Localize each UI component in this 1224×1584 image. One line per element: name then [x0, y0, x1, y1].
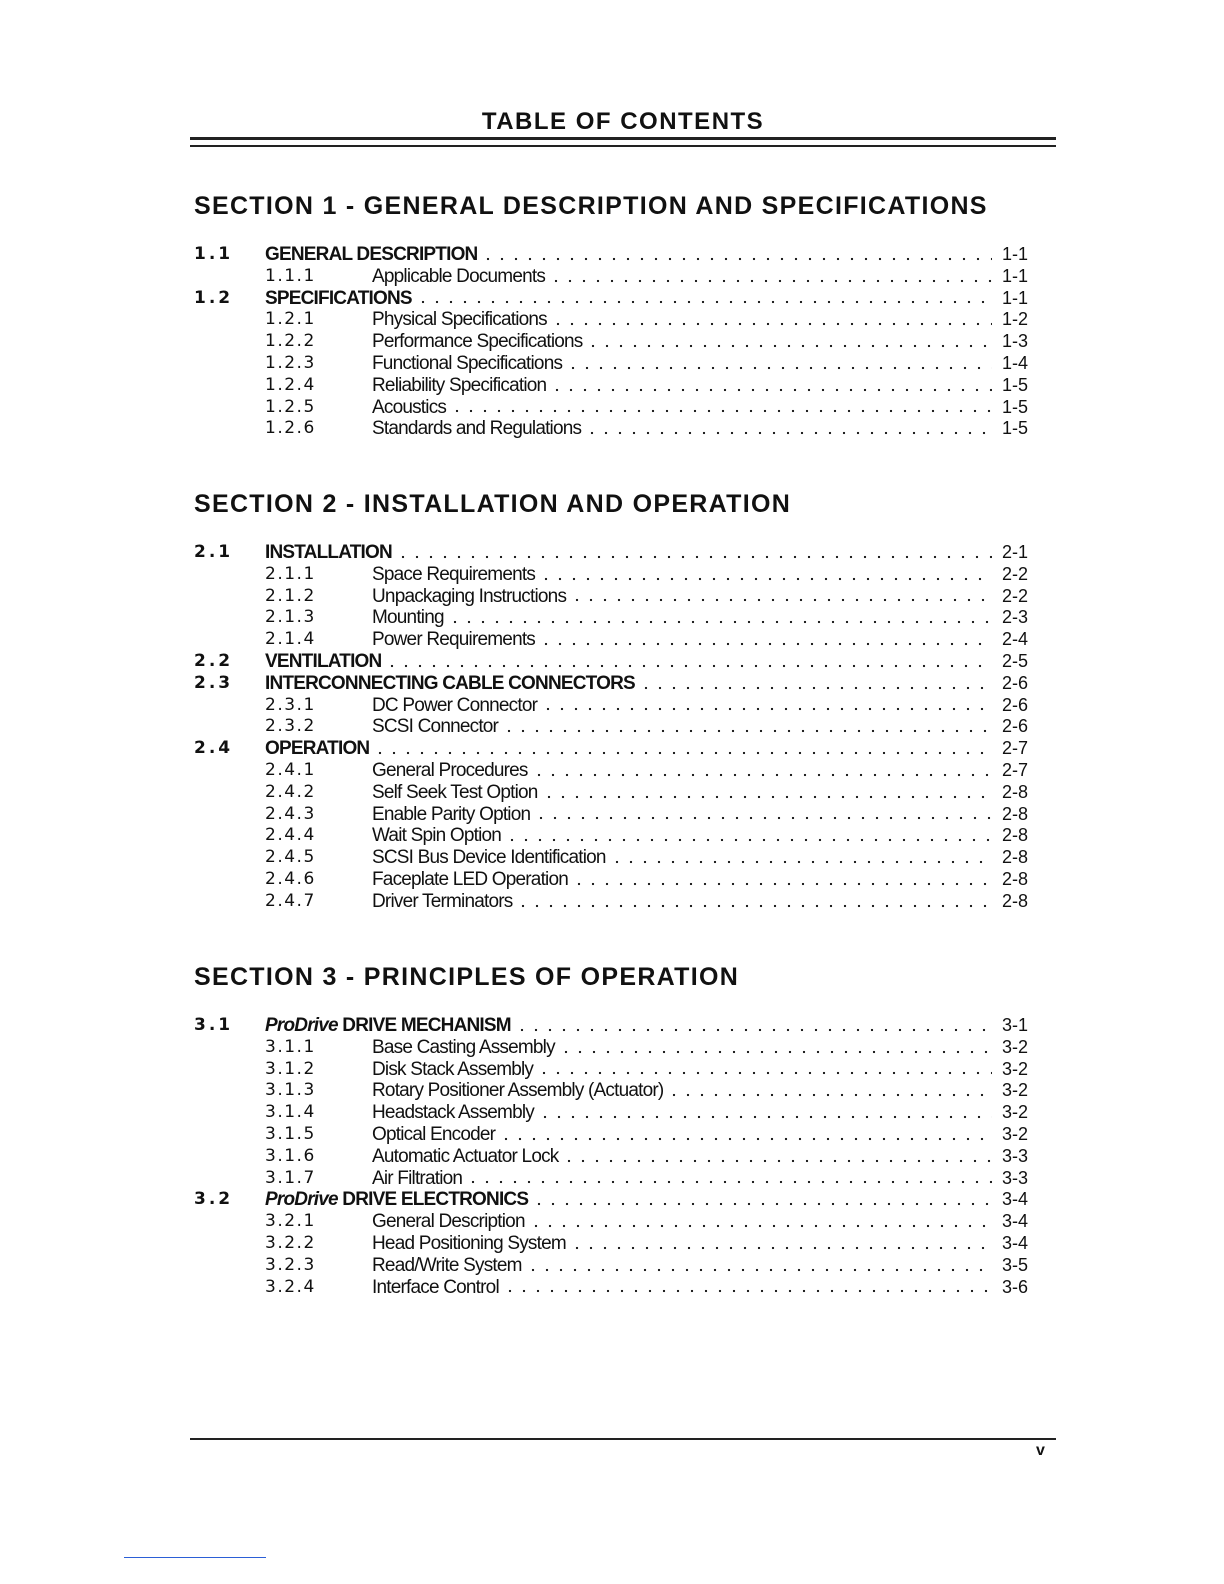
toc-entry-page: 2-2 [1001, 585, 1028, 606]
dot-leader [570, 598, 992, 602]
toc-entry-page: 1-2 [1001, 309, 1028, 330]
toc-entry-label [372, 1211, 525, 1233]
toc-entry-label-text: INSTALLATION [265, 542, 392, 563]
toc-entry-number: 2.4.6 [265, 868, 316, 889]
toc-entry [194, 651, 1028, 673]
toc-entry-number: 2.4 [194, 738, 234, 759]
dot-leader [537, 1071, 992, 1075]
toc-entry-label-text: SPECIFICATIONS [265, 287, 412, 309]
toc-entry-label-text: Acoustics [372, 396, 447, 418]
toc-entry-page: 1-1 [1001, 265, 1028, 286]
toc-entry [194, 418, 1028, 440]
toc-entry [194, 1211, 1028, 1233]
toc-entry [194, 891, 1028, 913]
toc-entry [194, 1015, 1028, 1037]
dot-leader [373, 751, 992, 755]
toc-entry-label [372, 1037, 555, 1059]
toc-entry-label [372, 1080, 663, 1102]
section-2-entries [194, 542, 1028, 913]
toc-entry-label-text: Air Filtration [372, 1167, 463, 1189]
section-1-heading: SECTION 1 - GENERAL DESCRIPTION AND SPECIFICATIONS [194, 192, 988, 220]
toc-entry [194, 847, 1028, 869]
toc-entry-page: 2-5 [1001, 650, 1028, 671]
dot-leader [639, 686, 992, 690]
dot-leader [539, 577, 992, 581]
toc-entry-label-text: Self Seek Test Option [372, 781, 538, 803]
toc-entry-label [372, 1124, 495, 1146]
toc-entry-number: 3.2.2 [265, 1232, 316, 1253]
toc-entry-number: 3.1.1 [265, 1036, 316, 1057]
toc-entry-label [265, 1015, 511, 1037]
toc-entry-page: 3-4 [1001, 1189, 1028, 1210]
toc-entry-number: 1.2.2 [265, 331, 316, 352]
toc-entry-page: 2-6 [1001, 716, 1028, 737]
toc-entry-number: 1.2.6 [265, 418, 316, 439]
toc-entry-number: 2.1.2 [265, 585, 316, 606]
toc-entry-page: 3-3 [1001, 1167, 1028, 1188]
toc-entry-label-text: Enable Parity Option [372, 803, 531, 825]
toc-entry-number: 1.2 [194, 287, 234, 308]
toc-entry-label [372, 825, 501, 847]
toc-entry-page: 3-2 [1001, 1058, 1028, 1079]
toc-entry-label [372, 331, 582, 353]
toc-entry-page: 2-8 [1001, 868, 1028, 889]
toc-entry-label [372, 309, 547, 331]
toc-entry-number: 2.1.1 [265, 563, 316, 584]
toc-entry-number: 2.3.1 [265, 694, 316, 715]
toc-entry-label-text: INTERCONNECTING CABLE CONNECTORS [265, 672, 635, 694]
toc-entry-number: 2.4.3 [265, 803, 316, 824]
toc-entry-label [372, 804, 530, 826]
toc-entry-label [372, 266, 545, 288]
toc-entry-label-text: Applicable Documents [372, 265, 546, 287]
toc-entry-label-text: Wait Spin Option [372, 825, 502, 847]
toc-entry-label [265, 738, 369, 760]
toc-entry-label-text: Head Positioning System [372, 1232, 566, 1254]
toc-entry-number: 2.4.7 [265, 890, 316, 911]
toc-entry-number: 2.3 [194, 672, 234, 693]
toc-entry [194, 375, 1028, 397]
toc-entry-number: 3.2.4 [265, 1276, 316, 1297]
toc-entry-number: 3.1.2 [265, 1058, 316, 1079]
toc-entry-label-text: Mounting [372, 607, 444, 629]
toc-entry-label-text: Space Requirements [372, 563, 536, 585]
toc-entry-label [372, 1146, 558, 1168]
section-3-heading: SECTION 3 - PRINCIPLES OF OPERATION [194, 963, 740, 991]
toc-entry-page: 3-3 [1001, 1145, 1028, 1166]
section-1-entries [194, 244, 1028, 440]
dot-leader [562, 1159, 992, 1163]
toc-entry-label [372, 782, 538, 804]
toc-entry-label-text: DRIVE MECHANISM [342, 1015, 511, 1036]
toc-entry-page: 2-7 [1001, 738, 1028, 759]
toc-entry-label-text: Automatic Actuator Lock [372, 1145, 559, 1167]
toc-entry-label [265, 651, 381, 673]
toc-entry [194, 1124, 1028, 1146]
toc-entry-number: 1.2.4 [265, 374, 316, 395]
dot-leader [481, 257, 992, 261]
toc-entry-page: 1-5 [1001, 418, 1028, 439]
toc-entry-label [372, 869, 568, 891]
toc-entry-label-text: Performance Specifications [372, 331, 583, 353]
dot-leader [532, 773, 992, 777]
toc-entry [194, 869, 1028, 891]
dot-leader [516, 904, 992, 908]
toc-entry-page: 2-8 [1001, 847, 1028, 868]
toc-entry-label-text: GENERAL DESCRIPTION [265, 244, 478, 265]
toc-entry-page: 1-1 [1001, 287, 1028, 308]
toc-entry-label-text: Read/Write System [372, 1254, 522, 1276]
dot-leader [526, 1268, 992, 1272]
toc-entry [194, 564, 1028, 586]
toc-entry-page: 3-4 [1001, 1211, 1028, 1232]
toc-entry-label-text: Base Casting Assembly [372, 1036, 555, 1058]
toc-entry [194, 1037, 1028, 1059]
toc-entry-page: 2-2 [1001, 563, 1028, 584]
toc-entry-page: 1-5 [1001, 374, 1028, 395]
toc-entry-number: 2.2 [194, 650, 234, 671]
toc-entry-label-text: Headstack Assembly [372, 1102, 534, 1124]
toc-entry [194, 244, 1028, 266]
toc-entry-number: 3.1 [194, 1015, 234, 1035]
dot-leader [505, 838, 992, 842]
toc-entry-label-text: Standards and Regulations [372, 418, 582, 440]
dot-leader [499, 1137, 992, 1141]
toc-entry-number: 1.2.1 [265, 309, 316, 330]
toc-entry [194, 1233, 1028, 1255]
toc-entry-label [372, 1255, 522, 1277]
toc-entry [194, 542, 1028, 564]
toc-entry-number: 1.1 [194, 244, 234, 264]
toc-entry-label-text: Interface Control [372, 1276, 499, 1298]
toc-entry-label-text: OPERATION [265, 738, 370, 760]
toc-entry-label-text: Power Requirements [372, 629, 536, 651]
toc-entry [194, 1255, 1028, 1277]
toc-entry-number: 3.2.3 [265, 1254, 316, 1275]
dot-leader [448, 620, 992, 624]
toc-entry [194, 586, 1028, 608]
toc-entry-label-text: Disk Stack Assembly [372, 1058, 534, 1080]
page-number: v [1036, 1442, 1045, 1459]
toc-entry-number: 2.4.5 [265, 847, 316, 868]
toc-entry-label [265, 542, 392, 564]
toc-entry-page: 3-2 [1001, 1036, 1028, 1057]
toc-entry-number: 3.1.4 [265, 1102, 316, 1123]
toc-entry-page: 1-5 [1001, 396, 1028, 417]
toc-entry-label [372, 760, 528, 782]
toc-entry [194, 804, 1028, 826]
toc-entry-number: 1.2.3 [265, 352, 316, 373]
toc-entry-page: 2-3 [1001, 607, 1028, 628]
toc-entry-label [265, 288, 412, 310]
toc-entry-label-text: DRIVE ELECTRONICS [342, 1189, 529, 1211]
toc-entry-page: 3-2 [1001, 1102, 1028, 1123]
toc-entry [194, 1080, 1028, 1102]
dot-leader [502, 729, 992, 733]
toc-entry [194, 1189, 1028, 1211]
toc-entry [194, 309, 1028, 331]
toc-entry-label-text: VENTILATION [265, 650, 382, 672]
toc-entry-label [372, 1168, 462, 1190]
toc-entry-number: 3.1.6 [265, 1145, 316, 1166]
toc-entry-label-text: Reliability Specification [372, 374, 547, 396]
toc-entry-number: 2.3.2 [265, 716, 316, 737]
toc-entry-label [372, 418, 581, 440]
toc-entry-number: 2.4.2 [265, 781, 316, 802]
toc-entry-label [265, 1189, 528, 1211]
toc-entry [194, 695, 1028, 717]
dot-leader [385, 664, 992, 668]
toc-entry-label [372, 607, 444, 629]
dot-leader [532, 1202, 992, 1206]
toc-entry-page: 1-1 [1001, 244, 1028, 264]
toc-entry-label [265, 673, 635, 695]
dot-leader [610, 860, 992, 864]
toc-entry-label [372, 564, 535, 586]
toc-entry-label-text: SCSI Bus Device Identification [372, 847, 606, 869]
toc-entry-label-text: General Procedures [372, 759, 528, 781]
dot-leader [667, 1093, 992, 1097]
toc-entry [194, 716, 1028, 738]
toc-entry-label-prefix: ProDrive [265, 1015, 338, 1036]
dot-leader [585, 431, 992, 435]
toc-entry-label-text: DC Power Connector [372, 694, 538, 716]
toc-entry [194, 288, 1028, 310]
toc-entry-number: 3.1.5 [265, 1123, 316, 1144]
dot-leader [450, 409, 992, 413]
toc-entry-label [372, 847, 606, 869]
dot-leader [466, 1180, 992, 1184]
toc-entry-number: 2.1.4 [265, 629, 316, 650]
toc-entry-number: 2.1 [194, 542, 234, 562]
toc-entry-page: 2-8 [1001, 803, 1028, 824]
toc-entry-label [372, 695, 537, 717]
toc-entry-label-text: SCSI Connector [372, 716, 499, 738]
toc-entry-page: 3-6 [1001, 1276, 1028, 1297]
toc-entry-page: 3-5 [1001, 1254, 1028, 1275]
toc-entry-page: 3-4 [1001, 1232, 1028, 1253]
dot-leader [541, 707, 992, 711]
toc-entry-number: 3.2.1 [265, 1211, 316, 1232]
toc-entry-page: 2-8 [1001, 890, 1028, 911]
toc-entry-label [372, 1102, 534, 1124]
toc-entry-label-text: Driver Terminators [372, 890, 513, 912]
toc-entry-page: 2-6 [1001, 694, 1028, 715]
section-2-heading: SECTION 2 - INSTALLATION AND OPERATION [194, 490, 792, 518]
toc-entry-number: 3.1.3 [265, 1080, 316, 1101]
toc-entry [194, 266, 1028, 288]
toc-entry [194, 397, 1028, 419]
toc-entry-label-text: Faceplate LED Operation [372, 868, 568, 890]
section-3-entries [194, 1015, 1028, 1298]
toc-entry-label [372, 353, 562, 375]
dot-leader [503, 1289, 992, 1293]
toc-entry-label [372, 375, 546, 397]
scan-artifact-line [124, 1557, 266, 1558]
toc-entry-label [265, 244, 477, 266]
toc-entry-label-text: Unpackaging Instructions [372, 585, 567, 607]
dot-leader [534, 816, 992, 820]
toc-entry-label-text: Rotary Positioner Assembly (Actuator) [372, 1080, 664, 1102]
toc-entry-page: 1-4 [1001, 352, 1028, 373]
toc-entry [194, 1059, 1028, 1081]
title-double-rule [190, 137, 1056, 147]
toc-entry-page: 3-2 [1001, 1123, 1028, 1144]
dot-leader [539, 642, 992, 646]
toc-entry-label [372, 891, 512, 913]
toc-entry-label [372, 1233, 566, 1255]
dot-leader [549, 279, 992, 283]
toc-entry-page: 3-2 [1001, 1080, 1028, 1101]
dot-leader [559, 1050, 992, 1054]
toc-entry [194, 1277, 1028, 1299]
dot-leader [551, 322, 992, 326]
dot-leader [538, 1115, 992, 1119]
toc-entry [194, 629, 1028, 651]
toc-entry [194, 1168, 1028, 1190]
toc-entry-page: 2-1 [1001, 542, 1028, 562]
toc-entry-label-text: Functional Specifications [372, 352, 563, 374]
toc-entry-label-prefix: ProDrive [265, 1189, 338, 1211]
toc-entry-page: 1-3 [1001, 331, 1028, 352]
toc-entry-label [372, 1059, 533, 1081]
toc-entry [194, 673, 1028, 695]
toc-entry-page: 2-8 [1001, 825, 1028, 846]
toc-entry [194, 782, 1028, 804]
dot-leader [566, 366, 992, 370]
dot-leader [529, 1224, 992, 1228]
toc-entry-number: 1.2.5 [265, 396, 316, 417]
toc-entry-page: 3-1 [1001, 1015, 1028, 1035]
footer-rule [190, 1438, 1056, 1440]
dot-leader [572, 882, 992, 886]
toc-entry-number: 1.1.1 [265, 265, 316, 286]
toc-entry [194, 738, 1028, 760]
dot-leader [515, 1028, 992, 1032]
toc-entry [194, 331, 1028, 353]
toc-entry-number: 2.4.4 [265, 825, 316, 846]
toc-entry-label-text: Optical Encoder [372, 1123, 496, 1145]
dot-leader [570, 1246, 992, 1250]
dot-leader [550, 388, 992, 392]
toc-entry-number: 2.4.1 [265, 759, 316, 780]
toc-entry [194, 1146, 1028, 1168]
toc-entry-label [372, 716, 498, 738]
toc-entry-page: 2-8 [1001, 781, 1028, 802]
toc-entry-label-text: General Description [372, 1211, 525, 1233]
toc-entry [194, 1102, 1028, 1124]
toc-entry-label [372, 629, 535, 651]
toc-entry-label [372, 1277, 499, 1299]
toc-entry-number: 3.1.7 [265, 1167, 316, 1188]
toc-entry-label [372, 586, 566, 608]
toc-entry [194, 825, 1028, 847]
toc-entry-label [372, 397, 446, 419]
dot-leader [416, 300, 992, 304]
page-title: TABLE OF CONTENTS [481, 108, 765, 135]
toc-entry-number: 2.1.3 [265, 607, 316, 628]
dot-leader [542, 795, 992, 799]
dot-leader [396, 555, 992, 559]
toc-entry-number: 3.2 [194, 1189, 234, 1210]
toc-entry-page: 2-4 [1001, 629, 1028, 650]
toc-entry-page: 2-7 [1001, 759, 1028, 780]
toc-entry-label-text: Physical Specifications [372, 309, 547, 331]
toc-entry-page: 2-6 [1001, 672, 1028, 693]
toc-entry [194, 607, 1028, 629]
toc-entry [194, 353, 1028, 375]
toc-entry [194, 760, 1028, 782]
dot-leader [586, 344, 992, 348]
